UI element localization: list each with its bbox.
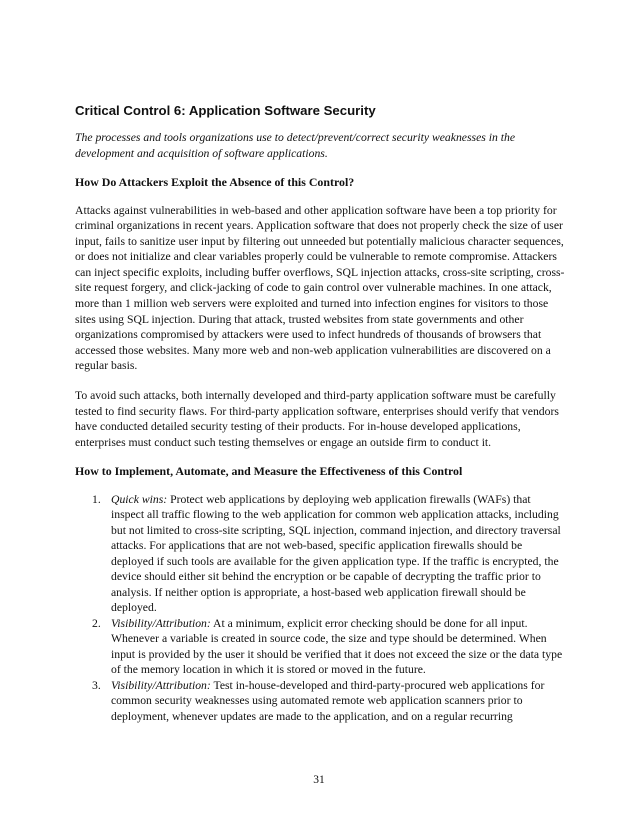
list-item-number: 3. — [92, 678, 101, 692]
list-item-number: 2. — [92, 616, 101, 630]
implementation-list — [75, 492, 565, 725]
list-item-text: Test in-house-developed and third-party-procured web applications for common security weaknesses using automated remote web application scanners prior to deployment, whenever updates are made to the application, and on a regular recurring — [111, 678, 545, 723]
list-item-lead: Quick wins: — [111, 492, 168, 506]
list-item-number: 1. — [92, 492, 101, 506]
control-description: The processes and tools organizations use to detect/prevent/correct security weaknesses in the development and acquisition of software applications. — [75, 131, 516, 160]
page-content — [75, 102, 565, 724]
control-title: Critical Control 6: Application Software Security — [75, 103, 376, 118]
page-number: 31 — [313, 774, 325, 786]
list-item-text: At a minimum, explicit error checking should be done for all input. Whenever a variable is created in source code, the size and type should be determined. When input is provided by the user it should be verified that it does not exceed the size or the data type of the memory location in which it is stored or moved in the future. — [111, 616, 563, 677]
section-heading-attacks: How Do Attackers Exploit the Absence of this Control? — [75, 175, 355, 189]
list-item — [75, 492, 565, 616]
paragraph-testing: To avoid such attacks, both internally developed and third-party application software must be carefully tested to find security flaws. For third-party application software, enterprises should verify that vendors have conducted detailed security testing of their products. For in-house developed applications, enterprises must conduct such testing themselves or engage an outside firm to conduct it. — [75, 389, 559, 449]
list-item-text: Protect web applications by deploying web application firewalls (WAFs) that inspect all traffic flowing to the web application for common web application attacks, including but not limited to cross-site scripting, SQL injection, command injection, and directory traversal attacks. For applications that are not web-based, specific application firewalls should be deployed if such tools are available for the given application type. If the traffic is encrypted, the device should either sit behind the encryption or be capable of decrypting the traffic prior to analysis. If neither option is appropriate, a host-based web application firewall should be deployed. — [111, 492, 561, 615]
list-item-lead: Visibility/Attribution: — [111, 678, 211, 692]
list-item-lead: Visibility/Attribution: — [111, 616, 211, 630]
list-item — [75, 678, 565, 725]
section-heading-implementation: How to Implement, Automate, and Measure the Effectiveness of this Control — [75, 464, 463, 479]
list-item — [75, 616, 565, 678]
paragraph-attacks: Attacks against vulnerabilities in web-based and other application software have been a top priority for criminal organizations in recent years. Application software that does not properly check the size of user input, fails to sanitize user input by filtering out unneeded but potentially malicious character sequences, or does not initialize and clear variables properly could be vulnerable to remote compromise. Attackers can inject specific exploits, including buffer overflows, SQL injection attacks, cross-site scripting, cross-site request forgery, and click-jacking of code to gain control over vulnerable machines. In one attack, more than 1 million web servers were exploited and turned into infection engines for visitors to those sites using SQL injection. During that attack, trusted websites from state governments and other organizations compromised by attackers were used to infect hundreds of thousands of browsers that accessed those websites. Many more web and non-web application vulnerabilities are discovered on a regular basis. — [75, 203, 565, 373]
